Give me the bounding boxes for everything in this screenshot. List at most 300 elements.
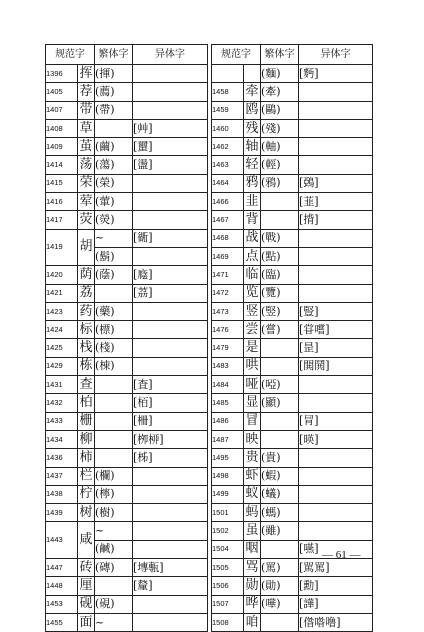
standard-character: 哗 xyxy=(244,595,261,613)
standard-character: 韭 xyxy=(244,193,261,211)
variant-form xyxy=(299,467,373,485)
header-traditional: 繁体字 xyxy=(261,45,299,65)
table-row xyxy=(212,247,373,265)
table-row xyxy=(46,321,208,339)
variant-form xyxy=(299,101,373,119)
standard-character: 荫 xyxy=(78,266,95,284)
table-row xyxy=(46,430,208,448)
variant-form xyxy=(133,595,208,613)
traditional-form: (輕) xyxy=(261,156,299,174)
standard-character: 轻 xyxy=(244,156,261,174)
variant-form: [嚥] xyxy=(299,540,373,558)
table-row xyxy=(46,83,208,101)
standard-character: 冒 xyxy=(244,412,261,430)
standard-character: 咱 xyxy=(244,613,261,631)
traditional-form: (藥) xyxy=(95,302,133,320)
traditional-form: (棟) xyxy=(95,357,133,375)
entry-number: 1443 xyxy=(46,522,78,559)
traditional-form: (點) xyxy=(261,247,299,265)
traditional-form: (勛) xyxy=(261,577,299,595)
standard-character: 背 xyxy=(244,211,261,229)
traditional-form: ~ xyxy=(95,229,133,247)
traditional-form xyxy=(261,540,299,558)
entry-number: 1484 xyxy=(212,376,244,394)
entry-number: 1431 xyxy=(46,376,78,394)
entry-number: 1502 xyxy=(212,522,244,540)
standard-character: 柳 xyxy=(78,430,95,448)
entry-number: 1455 xyxy=(46,613,78,631)
standard-character: 咽 xyxy=(244,540,261,558)
traditional-form: (牽) xyxy=(261,83,299,101)
table-row xyxy=(212,138,373,156)
traditional-form: (竪) xyxy=(261,302,299,320)
table-row xyxy=(46,339,208,357)
variant-form: [韮] xyxy=(299,193,373,211)
right-table-body xyxy=(212,65,373,632)
table-row xyxy=(212,119,373,137)
variant-form xyxy=(299,449,373,467)
traditional-form xyxy=(95,449,133,467)
table-row xyxy=(46,412,208,430)
traditional-form: (螞) xyxy=(261,504,299,522)
variant-form xyxy=(133,504,208,522)
entry-number: 1419 xyxy=(46,229,78,266)
table-row xyxy=(212,193,373,211)
table-row xyxy=(46,595,208,613)
standard-character: 战 xyxy=(244,229,261,247)
traditional-form: (臨) xyxy=(261,266,299,284)
traditional-form: (蟻) xyxy=(261,485,299,503)
traditional-form xyxy=(261,357,299,375)
entry-number: 1433 xyxy=(46,412,78,430)
standard-character: 临 xyxy=(244,266,261,284)
table-row xyxy=(212,467,373,485)
standard-character: 树 xyxy=(78,504,95,522)
entry-number: 1405 xyxy=(46,83,78,101)
variant-form xyxy=(299,119,373,137)
standard-character: 哑 xyxy=(244,376,261,394)
standard-character: 贵 xyxy=(244,449,261,467)
standard-character: 骂 xyxy=(244,559,261,577)
entry-number: 1487 xyxy=(212,430,244,448)
traditional-form: (榮) xyxy=(95,174,133,192)
table-row xyxy=(212,101,373,119)
traditional-form xyxy=(95,376,133,394)
standard-character: 勋 xyxy=(244,577,261,595)
traditional-form xyxy=(261,430,299,448)
table-row xyxy=(46,65,208,83)
traditional-form: (揮) xyxy=(95,65,133,83)
variant-form: [豎] xyxy=(299,302,373,320)
entry-number: 1469 xyxy=(212,247,244,265)
table-row xyxy=(46,119,208,137)
entry-number: 1468 xyxy=(212,229,244,247)
table-row xyxy=(46,266,208,284)
table-row xyxy=(212,504,373,522)
table-row xyxy=(46,174,208,192)
entry-number: 1438 xyxy=(46,485,78,503)
table-row xyxy=(212,339,373,357)
traditional-form: (顯) xyxy=(261,394,299,412)
table-row xyxy=(212,485,373,503)
table-row xyxy=(46,504,208,522)
variant-form: [譁] xyxy=(299,595,373,613)
traditional-form: (雖) xyxy=(261,522,299,540)
standard-character: 咸 xyxy=(78,522,95,559)
standard-character: 荐 xyxy=(78,83,95,101)
traditional-form: (檸) xyxy=(95,485,133,503)
table-row xyxy=(46,394,208,412)
variant-form xyxy=(299,266,373,284)
variant-form: [閧鬨] xyxy=(299,357,373,375)
table-row xyxy=(46,302,208,320)
entry-number: 1453 xyxy=(46,595,78,613)
traditional-form: (蕩) xyxy=(95,156,133,174)
entry-number: 1466 xyxy=(212,193,244,211)
standard-character: 荤 xyxy=(78,193,95,211)
traditional-form: (葷) xyxy=(95,193,133,211)
standard-character: 标 xyxy=(78,321,95,339)
table-row xyxy=(46,559,208,577)
entry-number: 1471 xyxy=(212,266,244,284)
standard-character: 柠 xyxy=(78,485,95,503)
table-row xyxy=(212,430,373,448)
standard-character: 栏 xyxy=(78,467,95,485)
table-row xyxy=(212,595,373,613)
variant-form: [麪] xyxy=(299,65,373,83)
entry-number: 1501 xyxy=(212,504,244,522)
variant-form xyxy=(133,247,208,265)
table-row xyxy=(212,284,373,302)
traditional-form: (硯) xyxy=(95,595,133,613)
variant-form xyxy=(299,376,373,394)
entry-number: 1420 xyxy=(46,266,78,284)
standard-character: 映 xyxy=(244,430,261,448)
variant-form: [塼甎] xyxy=(133,559,208,577)
variant-form: [揹] xyxy=(299,211,373,229)
traditional-form: ~ xyxy=(95,522,133,540)
entry-number: 1409 xyxy=(46,138,78,156)
traditional-form: (帶) xyxy=(95,101,133,119)
variant-form: [査] xyxy=(133,376,208,394)
traditional-form: (繭) xyxy=(95,138,133,156)
entry-number: 1408 xyxy=(46,119,78,137)
standard-character: 胡 xyxy=(78,229,95,266)
header-standard: 规范字 xyxy=(46,45,95,65)
entry-number: 1432 xyxy=(46,394,78,412)
traditional-form: (標) xyxy=(95,321,133,339)
header-traditional: 繁体字 xyxy=(95,45,133,65)
standard-character: 哄 xyxy=(244,357,261,375)
variant-form xyxy=(133,83,208,101)
standard-character: 查 xyxy=(78,376,95,394)
traditional-form: (軸) xyxy=(261,138,299,156)
standard-character: 栈 xyxy=(78,339,95,357)
traditional-form: (薦) xyxy=(95,83,133,101)
traditional-form: (覽) xyxy=(261,284,299,302)
standard-character: 荡 xyxy=(78,156,95,174)
entry-number: 1407 xyxy=(46,101,78,119)
entry-number: 1508 xyxy=(212,613,244,631)
traditional-form xyxy=(95,119,133,137)
entry-number: 1463 xyxy=(212,156,244,174)
standard-character: 柏 xyxy=(78,394,95,412)
variant-form xyxy=(133,540,208,558)
entry-number: 1425 xyxy=(46,339,78,357)
traditional-form: (熒) xyxy=(95,211,133,229)
entry-number: 1499 xyxy=(212,485,244,503)
traditional-form: (欄) xyxy=(95,467,133,485)
entry-number: 1495 xyxy=(212,449,244,467)
entry-number: 1447 xyxy=(46,559,78,577)
variant-form: [蠒] xyxy=(133,138,208,156)
variant-form: [勳] xyxy=(299,577,373,595)
variant-form: [釐] xyxy=(133,577,208,595)
traditional-form xyxy=(261,339,299,357)
entry-number: 1472 xyxy=(212,284,244,302)
table-row xyxy=(212,559,373,577)
table-row xyxy=(212,83,373,101)
table-row xyxy=(212,376,373,394)
variant-form xyxy=(299,394,373,412)
entry-number: 1415 xyxy=(46,174,78,192)
variant-form: [偺喒噜] xyxy=(299,613,373,631)
entry-number: 1467 xyxy=(212,211,244,229)
entry-number: 1507 xyxy=(212,595,244,613)
traditional-form xyxy=(95,430,133,448)
table-row xyxy=(46,613,208,631)
table-row xyxy=(46,156,208,174)
page-number: — 61 — xyxy=(322,549,361,561)
variant-form: [茘] xyxy=(133,284,208,302)
variant-form xyxy=(133,357,208,375)
entry-number: 1505 xyxy=(212,559,244,577)
right-header-row xyxy=(212,45,373,65)
table-row xyxy=(46,376,208,394)
left-header-row xyxy=(46,45,208,65)
variant-form xyxy=(133,321,208,339)
entry-number: 1424 xyxy=(46,321,78,339)
entry-number: 1423 xyxy=(46,302,78,320)
table-row xyxy=(212,321,373,339)
variant-form xyxy=(133,485,208,503)
standard-character: 挥 xyxy=(78,65,95,83)
variant-form: [駡罵] xyxy=(299,559,373,577)
standard-character: 茧 xyxy=(78,138,95,156)
header-variant: 异体字 xyxy=(299,45,373,65)
table-row xyxy=(212,156,373,174)
standard-character: 显 xyxy=(244,394,261,412)
traditional-form: (蔭) xyxy=(95,266,133,284)
traditional-form: (鬍) xyxy=(95,247,133,265)
header-variant: 异体字 xyxy=(133,45,208,65)
standard-character: 柿 xyxy=(78,449,95,467)
traditional-form: (啞) xyxy=(261,376,299,394)
variant-form xyxy=(299,156,373,174)
variant-form xyxy=(299,83,373,101)
standard-character: 蚁 xyxy=(244,485,261,503)
traditional-form xyxy=(95,284,133,302)
table-row xyxy=(46,193,208,211)
header-standard: 规范字 xyxy=(212,45,261,65)
variant-form xyxy=(299,522,373,540)
traditional-form: (貴) xyxy=(261,449,299,467)
table-row xyxy=(212,266,373,284)
entry-number: 1414 xyxy=(46,156,78,174)
traditional-form xyxy=(261,613,299,631)
entry-number: 1498 xyxy=(212,467,244,485)
standard-character: 牵 xyxy=(244,83,261,101)
entry-number: 1464 xyxy=(212,174,244,192)
variant-form xyxy=(299,485,373,503)
standard-character: 鸥 xyxy=(244,101,261,119)
table-row xyxy=(212,412,373,430)
left-table-body xyxy=(46,65,208,632)
table-row xyxy=(46,467,208,485)
traditional-form: (嘩) xyxy=(261,595,299,613)
standard-character: 尝 xyxy=(244,321,261,339)
traditional-form xyxy=(95,412,133,430)
standard-character: 轴 xyxy=(244,138,261,156)
traditional-form: ~ xyxy=(95,613,133,631)
right-character-table xyxy=(211,44,373,632)
standard-character: 荧 xyxy=(78,211,95,229)
standard-character: 厘 xyxy=(78,577,95,595)
entry-number xyxy=(212,65,244,83)
variant-form xyxy=(133,467,208,485)
traditional-form: (鷗) xyxy=(261,101,299,119)
entry-number: 1479 xyxy=(212,339,244,357)
standard-character: 栅 xyxy=(78,412,95,430)
table-row xyxy=(212,522,373,540)
table-row xyxy=(212,613,373,631)
variant-form xyxy=(133,65,208,83)
variant-form: [昰] xyxy=(299,339,373,357)
table-row xyxy=(46,577,208,595)
table-row xyxy=(212,211,373,229)
variant-form xyxy=(133,101,208,119)
standard-character: 栋 xyxy=(78,357,95,375)
variant-form xyxy=(133,193,208,211)
traditional-form: (殘) xyxy=(261,119,299,137)
entry-number: 1434 xyxy=(46,430,78,448)
traditional-form: (嘗) xyxy=(261,321,299,339)
standard-character: 虾 xyxy=(244,467,261,485)
variant-form: [栁桺] xyxy=(133,430,208,448)
traditional-form: (鴉) xyxy=(261,174,299,192)
variant-form xyxy=(133,613,208,631)
variant-form xyxy=(133,174,208,192)
variant-form: [鵶] xyxy=(299,174,373,192)
variant-form: [廕] xyxy=(133,266,208,284)
variant-form: [暎] xyxy=(299,430,373,448)
variant-form xyxy=(299,229,373,247)
table-row xyxy=(212,302,373,320)
table-row xyxy=(212,174,373,192)
left-character-table xyxy=(45,44,208,632)
traditional-form: (棧) xyxy=(95,339,133,357)
standard-character: 砖 xyxy=(78,559,95,577)
variant-form xyxy=(133,339,208,357)
table-row xyxy=(46,138,208,156)
table-row xyxy=(46,101,208,119)
entry-number: 1429 xyxy=(46,357,78,375)
variant-form: [柹] xyxy=(133,449,208,467)
standard-character: 荔 xyxy=(78,284,95,302)
variant-form xyxy=(133,302,208,320)
entry-number: 1396 xyxy=(46,65,78,83)
table-row xyxy=(46,485,208,503)
traditional-form: (戰) xyxy=(261,229,299,247)
table-row xyxy=(46,357,208,375)
traditional-form: (磚) xyxy=(95,559,133,577)
entry-number: 1485 xyxy=(212,394,244,412)
entry-number: 1506 xyxy=(212,577,244,595)
entry-number: 1504 xyxy=(212,540,244,558)
table-row xyxy=(46,522,208,540)
traditional-form: (罵) xyxy=(261,559,299,577)
traditional-form: (蝦) xyxy=(261,467,299,485)
entry-number: 1486 xyxy=(212,412,244,430)
variant-form: [栢] xyxy=(133,394,208,412)
variant-form: [甞嚐] xyxy=(299,321,373,339)
standard-character: 草 xyxy=(78,119,95,137)
variant-form: [柵] xyxy=(133,412,208,430)
table-row xyxy=(212,229,373,247)
entry-number: 1416 xyxy=(46,193,78,211)
traditional-form xyxy=(261,193,299,211)
table-row xyxy=(212,357,373,375)
standard-character xyxy=(244,65,261,83)
entry-number: 1476 xyxy=(212,321,244,339)
traditional-form xyxy=(261,412,299,430)
variant-form xyxy=(299,504,373,522)
table-row xyxy=(212,577,373,595)
table-row xyxy=(212,65,373,83)
entry-number: 1459 xyxy=(212,101,244,119)
entry-number: 1458 xyxy=(212,83,244,101)
entry-number: 1436 xyxy=(46,449,78,467)
variant-form xyxy=(299,247,373,265)
entry-number: 1462 xyxy=(212,138,244,156)
table-row xyxy=(46,449,208,467)
variant-form: [衚] xyxy=(133,229,208,247)
standard-character: 荣 xyxy=(78,174,95,192)
traditional-form xyxy=(95,577,133,595)
standard-character: 览 xyxy=(244,284,261,302)
variant-form: [冐] xyxy=(299,412,373,430)
entry-number: 1417 xyxy=(46,211,78,229)
standard-character: 鸦 xyxy=(244,174,261,192)
table-row xyxy=(46,284,208,302)
table-row xyxy=(212,449,373,467)
standard-character: 竖 xyxy=(244,302,261,320)
standard-character: 面 xyxy=(78,613,95,631)
entry-number: 1437 xyxy=(46,467,78,485)
variant-form xyxy=(299,138,373,156)
entry-number: 1460 xyxy=(212,119,244,137)
table-row xyxy=(46,229,208,247)
entry-number: 1483 xyxy=(212,357,244,375)
entry-number: 1421 xyxy=(46,284,78,302)
entry-number: 1439 xyxy=(46,504,78,522)
standard-character: 蚂 xyxy=(244,504,261,522)
entry-number: 1473 xyxy=(212,302,244,320)
traditional-form: (麵) xyxy=(261,65,299,83)
variant-form: [艸] xyxy=(133,119,208,137)
variant-form xyxy=(133,211,208,229)
variant-form xyxy=(133,522,208,540)
